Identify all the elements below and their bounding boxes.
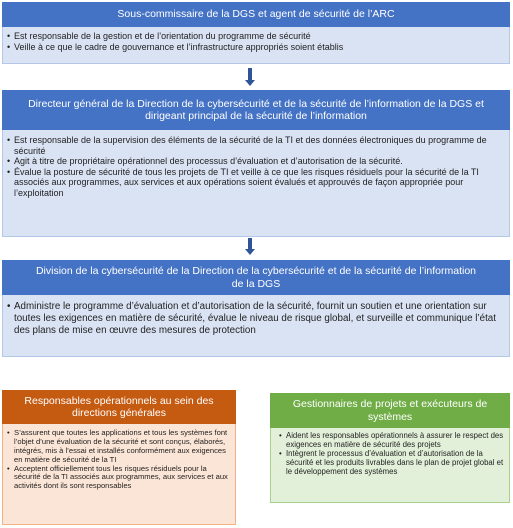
list-item: • Aident les responsables opérationnels à assurer le respect des exigences en matière de sécurité des projets [279,432,504,450]
list-item: • Administre le programme d’évaluation et d’autorisation de la sécurité, fournit un soutien et une orientation sur toutes les exigences en matière de sécurité, évalue le niveau de risque global, et surveille et communique l’état des plans de mise en œuvre des mesures de protection [7,301,501,336]
down-arrow-icon [245,68,255,86]
box-sous-commissaire-body [2,27,510,64]
list-item: • Intègrent le processus d’évaluation et d’autorisation de la sécurité et les produits livrables dans le plan de projet global et le développement des systèmes [279,450,504,477]
box-directeur-general-list [7,135,503,199]
box-division-cybersecurite [2,260,510,357]
list-item: • Agit à titre de propriétaire opérationnel des processus d’évaluation et d’autorisation de la sécurité. [7,156,503,167]
box-gestionnaires-projets [270,393,510,503]
box-responsables-operationnels-list [7,429,230,491]
box-gestionnaires-projets-header [270,393,510,428]
list-item: • Évalue la posture de sécurité de tous les projets de TI et veille à ce que les risques résiduels pour la sécurité de la TI associés aux programmes, aux services et aux opérations soient évalués et approuvés de façon appropriée pour l’exploitation [7,167,503,199]
list-item: • Veille à ce que le cadre de gouvernance et l’infrastructure appropriés soient établis [7,42,503,53]
box-gestionnaires-projets-list [279,432,504,477]
list-item: • Acceptent officiellement tous les risques résiduels pour la sécurité de la TI associés aux programmes, aux services et aux activités dont ils sont responsables [7,465,230,492]
list-item: • S’assurent que toutes les applications et tous les systèmes font l’objet d’une évaluation de la sécurité et sont conçus, élaborés, intégrés, mis à l’essai et installés conformément aux exigences en matière de sécurité de la TI [7,429,230,465]
box-responsables-operationnels-body [2,424,236,525]
box-division-cybersecurite-header [2,260,510,295]
box-gestionnaires-projets-body [270,428,510,503]
box-division-cybersecurite-body [2,295,510,357]
down-arrow-icon [245,238,255,255]
box-gestionnaires-projets-title: Gestionnaires de projets et exécuteurs de systèmes [292,398,488,423]
box-directeur-general-header [2,90,510,130]
box-directeur-general [2,90,510,237]
box-directeur-general-title: Directeur général de la Direction de la cybersécurité et de la sécurité de l’information de la DGS et dirigeant principal de la sécurité de l’information [28,97,484,122]
box-sous-commissaire-list [7,31,503,53]
box-sous-commissaire-title: Sous-commissaire de la DGS et agent de sécurité de l’ARC [117,8,395,21]
box-responsables-operationnels-header [2,390,236,424]
box-division-cybersecurite-title: Division de la cybersécurité de la Direction de la cybersécurité et de la sécurité de l’information de la DGS [35,265,477,290]
box-responsables-operationnels [2,390,236,525]
list-item: • Est responsable de la gestion et de l’orientation du programme de sécurité [7,31,503,42]
box-directeur-general-body [2,130,510,237]
list-item: • Est responsable de la supervision des éléments de la sécurité de la TI et des données électroniques du programme de sécurité [7,135,503,156]
box-sous-commissaire [2,2,510,64]
box-responsables-operationnels-title: Responsables opérationnels au sein des directions générales [24,394,214,419]
box-sous-commissaire-header [2,2,510,27]
box-division-cybersecurite-list [7,301,501,336]
